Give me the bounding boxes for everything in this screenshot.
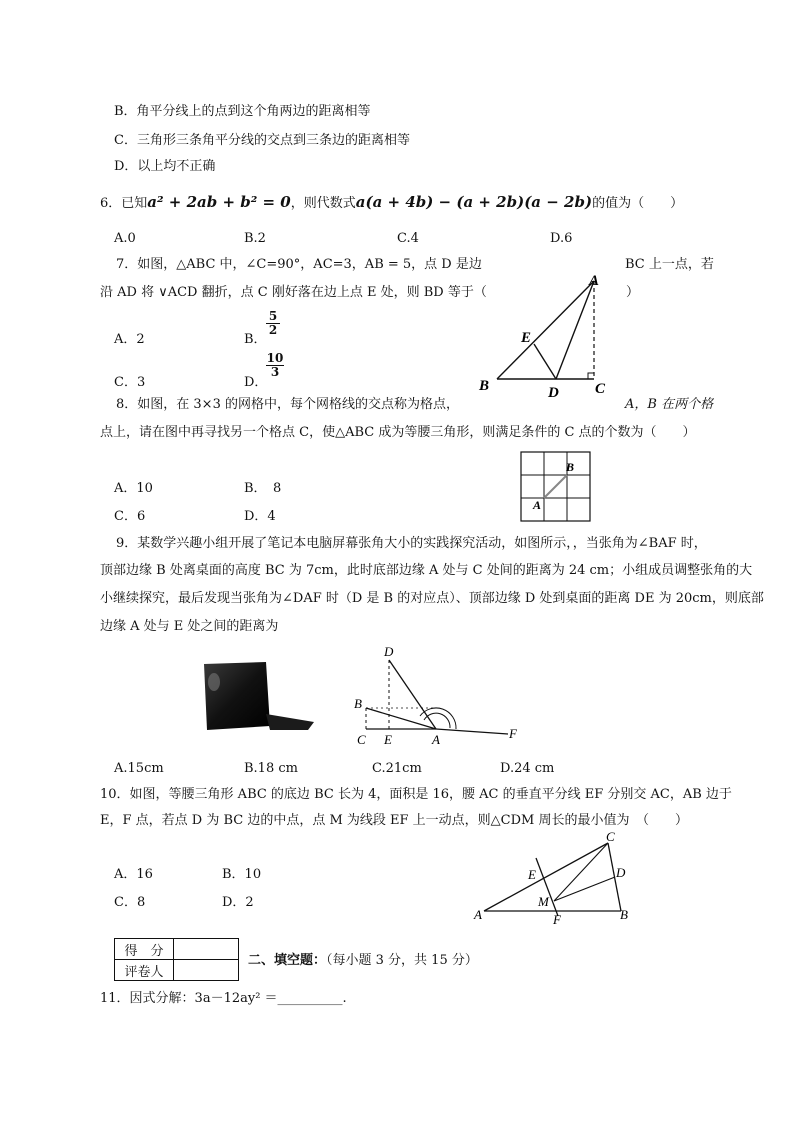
q7-b-numerator: 5 xyxy=(268,309,278,323)
q7-option-c: C．3 xyxy=(114,375,146,390)
q7-segment-ad xyxy=(556,281,594,379)
q7-label-b: B xyxy=(479,378,490,394)
q6-option-a: A.0 xyxy=(114,231,136,246)
q6-option-c: C.4 xyxy=(397,231,419,246)
q8-line1: 8．如图，在 3×3 的网格中，每个网格线的交点称为格点， xyxy=(116,397,459,412)
q7-side-ab xyxy=(497,281,594,379)
q10-line1: 10．如图，等腰三角形 ABC 的底边 BC 长为 4，面积是 16，腰 AC 的垂直平分线 EF 分别交 AC，AB 边于 xyxy=(100,787,732,802)
q6-stem xyxy=(100,193,683,213)
section2-note: （每小题 3 分，共 15 分） xyxy=(326,953,478,968)
q8-option-c: C．6 xyxy=(114,509,146,524)
section2-heading xyxy=(248,952,478,970)
q7-option-b-label: B． xyxy=(244,332,267,347)
q8-line2: 点上，请在图中再寻找另一个格点 C，使△ABC 成为等腰三角形，则满足条件的 C 点的个数为（ ） xyxy=(100,425,696,440)
q8-option-b: B． 8 xyxy=(244,481,282,496)
q7-d-numerator: 10 xyxy=(266,351,284,365)
q9-option-d: D.24 cm xyxy=(500,761,555,776)
q9-label-c: C xyxy=(357,732,366,747)
score-box xyxy=(114,938,239,981)
q10-segment-cm xyxy=(554,843,608,901)
q10-option-c: C．8 xyxy=(114,895,146,910)
q7-segment-ed xyxy=(534,344,556,379)
q9-option-c: C.21cm xyxy=(372,761,422,776)
score-label: 得 分 xyxy=(115,939,174,960)
q9-label-e: E xyxy=(384,732,392,747)
laptop-screen xyxy=(204,662,270,730)
section2-title: 二、填空题： xyxy=(248,953,327,968)
q9-ray-af xyxy=(436,729,508,734)
q7-line2: 沿 AD 将 ∨ACD 翻折，点 C 刚好落在边上点 E 处，则 BD 等于（ xyxy=(100,285,487,300)
q10-option-d: D．2 xyxy=(222,895,254,910)
q7-right-angle-mark xyxy=(588,373,594,379)
q9-label-d: D xyxy=(384,644,394,659)
q10-option-b: B．10 xyxy=(222,867,262,882)
q7-label-d: D xyxy=(548,385,559,400)
q10-label-f: F xyxy=(553,912,561,927)
q8-grid-figure xyxy=(518,449,594,523)
q7-label-a: A xyxy=(589,273,600,289)
q7-line1: 7．如图，△ABC 中，∠C=90°，AC=3，AB = 5，点 D 是边 xyxy=(116,257,482,272)
q8-option-a: A．10 xyxy=(114,481,153,496)
q9-ray-ad xyxy=(389,660,436,729)
grader-label: 评卷人 xyxy=(115,960,174,981)
q7-b-denominator: 2 xyxy=(266,323,280,337)
q9-line4: 边缘 A 处与 E 处之间的距离为 xyxy=(100,619,279,634)
q10-segment-md xyxy=(554,877,615,901)
q7-option-d-label: D． xyxy=(244,375,268,390)
q9-option-b: B.18 cm xyxy=(244,761,298,776)
q7-option-d-fraction xyxy=(266,352,284,379)
q7-option-a: A．2 xyxy=(114,332,145,347)
q9-line3: 小继续探究，最后发现当张角为∠DAF 时（D 是 B 的对应点）、顶部边缘 D 处到桌面的距离 DE 为 20cm，则底部 xyxy=(100,591,764,606)
q6-prefix: 6．已知 xyxy=(100,196,148,211)
q10-option-a: A．16 xyxy=(114,867,153,882)
q9-label-b: B xyxy=(354,696,362,711)
q10-label-e: E xyxy=(528,867,536,882)
score-cell xyxy=(174,939,239,960)
q11-stem xyxy=(100,990,347,1008)
q6-option-d: D.6 xyxy=(550,231,573,246)
q10-label-c: C xyxy=(606,830,615,844)
q10-label-d: D xyxy=(616,865,626,880)
q8-option-d: D．4 xyxy=(244,509,276,524)
q10-line2: E，F 点，若点 D 为 BC 边的中点，点 M 为线段 EF 上一动点，则△CDM 周长的最小值为 （ ） xyxy=(100,813,688,828)
q11-text: 11．因式分解：3a－12ay² ＝ xyxy=(100,991,278,1006)
q5-option-b: B．角平分线上的点到这个角两边的距离相等 xyxy=(114,104,371,119)
q9-label-f: F xyxy=(509,726,517,741)
q5-option-d: D．以上均不正确 xyxy=(114,159,216,174)
q9-option-a: A.15cm xyxy=(114,761,164,776)
q8-segment-ab xyxy=(544,475,567,498)
q11-answer-blank[interactable]: __________ xyxy=(277,991,343,1006)
q7-d-denominator: 3 xyxy=(266,365,284,379)
grader-cell xyxy=(174,960,239,981)
laptop-photo xyxy=(200,660,320,734)
q8-label-b: B xyxy=(566,460,575,474)
q10-label-b: B xyxy=(620,907,628,922)
q9-angle-arc-inner xyxy=(424,713,450,728)
q6-mid: ，则代数式 xyxy=(290,196,356,211)
q9-line1: 9．某数学兴趣小组开展了笔记本电脑屏幕张角大小的实践探究活动，如图所示，，当张角为∠BAF 时， xyxy=(116,536,707,551)
q10-label-a: A xyxy=(474,907,482,922)
q7-line2-end: ） xyxy=(626,285,640,300)
screen-reflection xyxy=(208,673,220,691)
q9-label-a: A xyxy=(432,732,440,747)
q8-line1-end: A，B 在两个格 xyxy=(625,397,714,412)
q6-condition: a² + 2ab + b² = 0 xyxy=(147,193,291,211)
q7-label-e: E xyxy=(521,330,532,346)
q6-expression: a(a + 4b) − (a + 2b)(a − 2b) xyxy=(355,193,593,211)
q9-line2: 顶部边缘 B 处离桌面的高度 BC 为 7cm，此时底部边缘 A 处与 C 处间的距离为 24 cm；小组成员调整张角的大 xyxy=(100,563,753,578)
q7-label-c: C xyxy=(595,381,606,397)
q7-triangle-figure xyxy=(470,270,630,400)
q7-option-b-fraction xyxy=(266,310,280,337)
q7-line1-end: BC 上一点，若 xyxy=(625,257,714,272)
laptop-base xyxy=(266,714,314,730)
q6-suffix: 的值为（ ） xyxy=(592,196,684,211)
q5-option-c: C．三角形三条角平分线的交点到三条边的距离相等 xyxy=(114,133,410,148)
q6-option-b: B.2 xyxy=(244,231,266,246)
q10-label-m: M xyxy=(538,894,549,909)
q9-angle-figure xyxy=(350,640,530,750)
q11-end: . xyxy=(342,991,347,1006)
q10-triangle-figure xyxy=(470,830,640,928)
q8-label-a: A xyxy=(533,498,542,512)
